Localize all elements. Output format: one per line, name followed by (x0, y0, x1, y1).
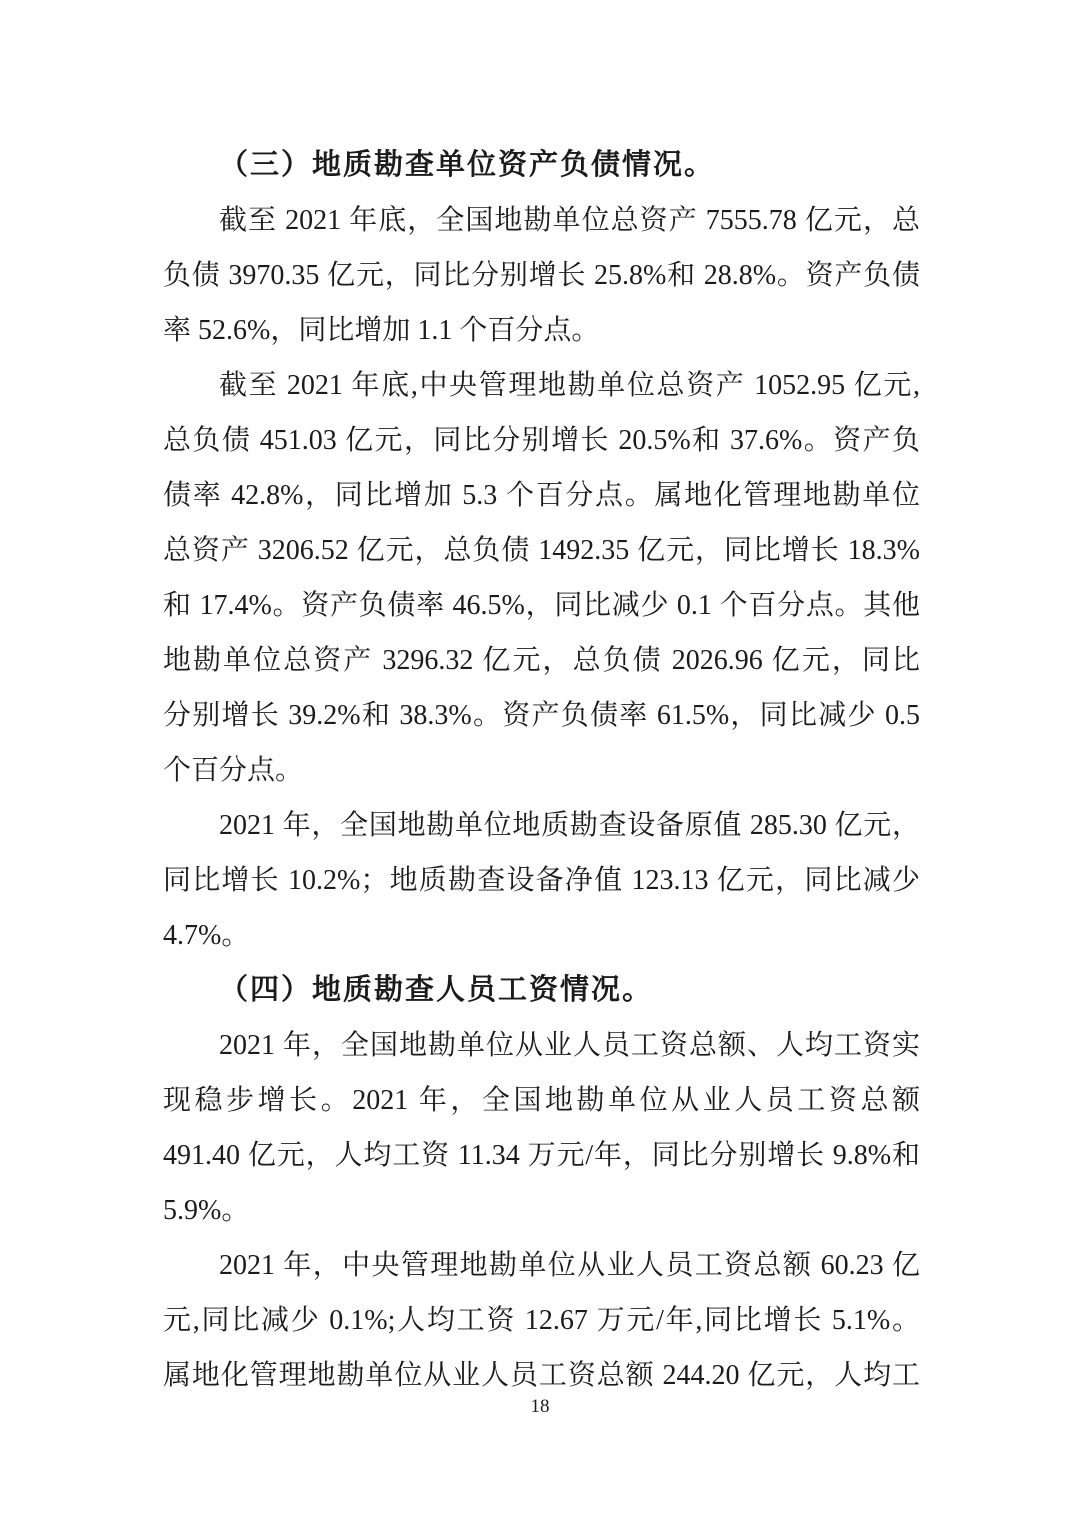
text-line: 2021 年，全国地勘单位从业人员工资总额、人均工资实 (219, 1030, 920, 1061)
text-line: 截至 2021 年底,中央管理地勘单位总资产 1052.95 亿元, (219, 370, 920, 401)
text-line: 491.40 亿元，人均工资 11.34 万元/年，同比分别增长 9.8%和 (163, 1140, 920, 1171)
text-line: 地勘单位总资产 3296.32 亿元，总负债 2026.96 亿元，同比 (163, 645, 920, 676)
text-line: 和 17.4%。资产负债率 46.5%，同比减少 0.1 个百分点。其他 (163, 590, 920, 621)
text-line: 5.9%。 (163, 1195, 250, 1226)
text-line: 截至 2021 年底，全国地勘单位总资产 7555.78 亿元，总 (219, 205, 920, 236)
document-text-block (163, 138, 920, 1403)
text-line: 同比增长 10.2%；地质勘查设备净值 123.13 亿元，同比减少 (163, 865, 920, 896)
text-line: 总负债 451.03 亿元，同比分别增长 20.5%和 37.6%。资产负 (163, 425, 920, 456)
section-heading-4: （四）地质勘查人员工资情况。 (219, 974, 654, 1006)
text-line: 元,同比减少 0.1%;人均工资 12.67 万元/年,同比增长 5.1%。 (163, 1305, 920, 1336)
text-line: 个百分点。 (163, 755, 304, 786)
text-line: 2021 年，全国地勘单位地质勘查设备原值 285.30 亿元， (219, 810, 920, 841)
text-line: 现稳步增长。2021 年，全国地勘单位从业人员工资总额 (163, 1085, 920, 1116)
text-line: 2021 年，中央管理地勘单位从业人员工资总额 60.23 亿 (219, 1250, 920, 1281)
text-line: 债率 42.8%，同比增加 5.3 个百分点。属地化管理地勘单位 (163, 480, 920, 511)
text-line: 分别增长 39.2%和 38.3%。资产负债率 61.5%，同比减少 0.5 (163, 700, 920, 731)
text-line: 总资产 3206.52 亿元，总负债 1492.35 亿元，同比增长 18.3% (163, 535, 920, 566)
page-number: 18 (530, 1396, 550, 1417)
text-line: 属地化管理地勘单位从业人员工资总额 244.20 亿元，人均工 (163, 1360, 920, 1391)
section-heading-3: （三）地质勘查单位资产负债情况。 (219, 149, 716, 181)
text-line: 负债 3970.35 亿元，同比分别增长 25.8%和 28.8%。资产负债 (163, 260, 920, 291)
text-line: 4.7%。 (163, 920, 250, 951)
text-line: 率 52.6%，同比增加 1.1 个百分点。 (163, 315, 600, 346)
